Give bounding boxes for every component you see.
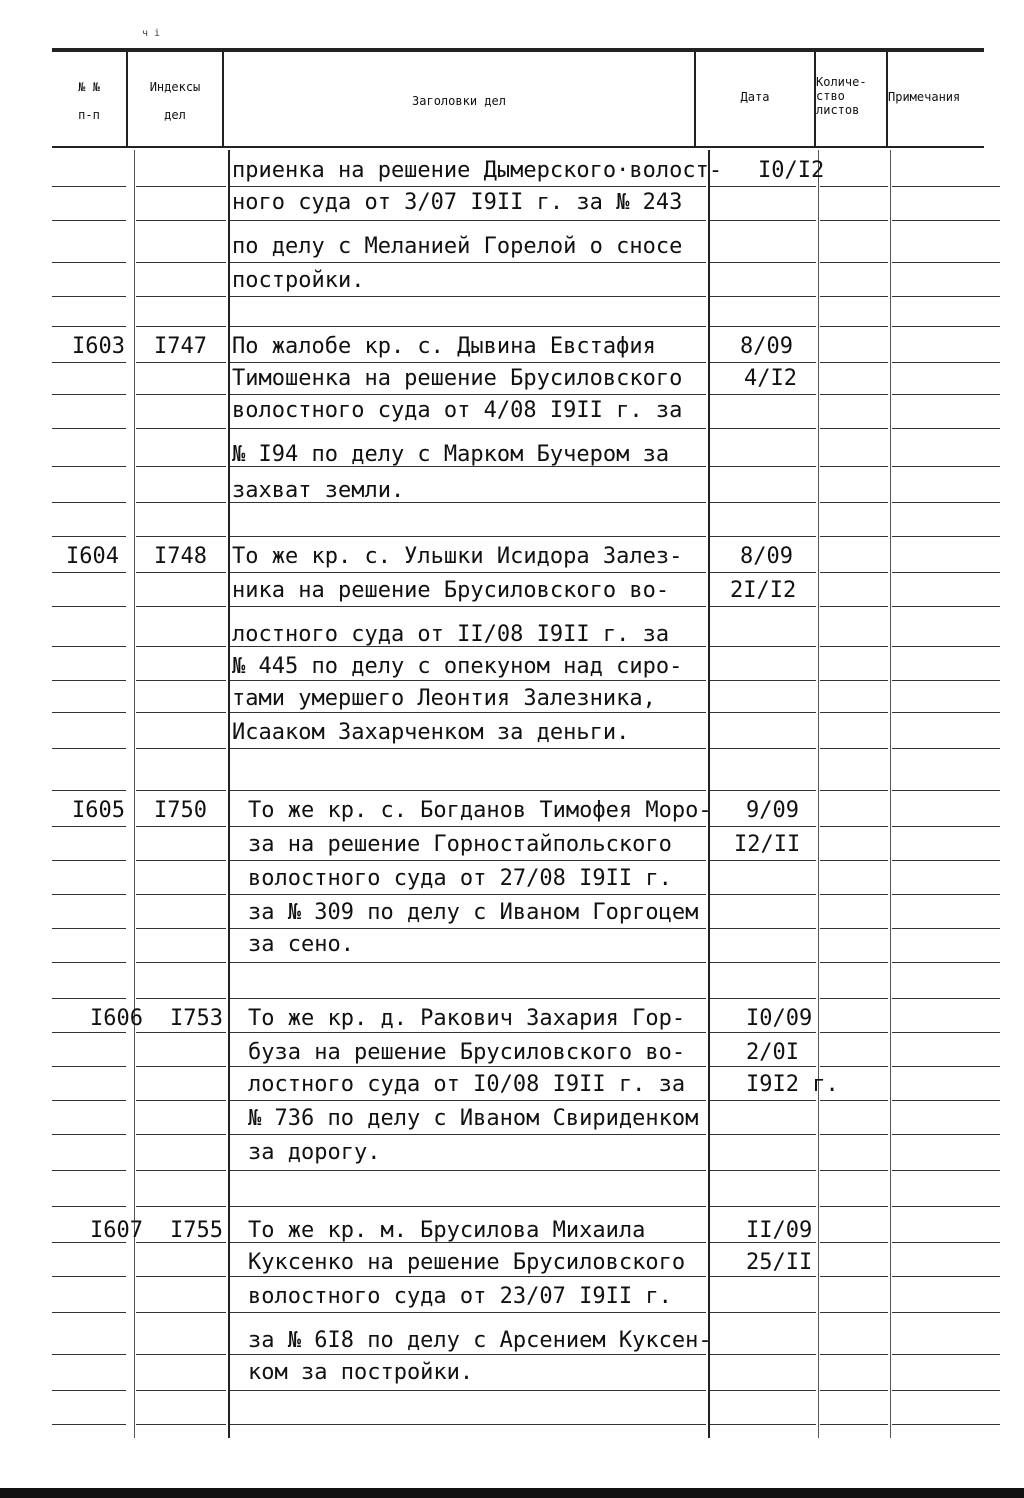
entry-line: постройки. bbox=[232, 268, 365, 293]
ruled-line bbox=[52, 748, 126, 749]
entry-line: Тимошенка на решение Брусиловского bbox=[232, 366, 683, 391]
ruled-line bbox=[52, 790, 126, 791]
page-mark: ч і bbox=[142, 28, 161, 39]
ruled-line bbox=[892, 394, 1000, 395]
ruled-line bbox=[230, 1206, 706, 1207]
entry-line: за № 6I8 по делу с Арсением Куксен- bbox=[248, 1328, 712, 1353]
ruled-line bbox=[820, 502, 888, 503]
ruled-line bbox=[52, 998, 126, 999]
entry-date: II/09 bbox=[746, 1218, 813, 1243]
ruled-line bbox=[52, 646, 126, 647]
header-num-line2: п-п bbox=[78, 108, 100, 122]
ruled-line bbox=[230, 262, 706, 263]
ruled-line bbox=[892, 1134, 1000, 1135]
ruled-line bbox=[136, 1276, 226, 1277]
body-divider-2 bbox=[228, 150, 230, 1438]
ruled-line bbox=[52, 928, 126, 929]
header-count bbox=[816, 75, 886, 117]
ruled-line bbox=[136, 296, 226, 297]
entry-line: То же кр. м. Брусилова Михаила bbox=[248, 1218, 646, 1243]
ruled-line bbox=[52, 536, 126, 537]
ruled-line bbox=[820, 362, 888, 363]
ruled-line bbox=[52, 394, 126, 395]
ruled-line bbox=[820, 1066, 888, 1067]
ruled-line bbox=[52, 296, 126, 297]
entry-line: по делу с Меланией Горелой о сносе bbox=[232, 234, 683, 259]
ruled-line bbox=[710, 928, 816, 929]
ruled-line bbox=[820, 262, 888, 263]
ruled-line bbox=[820, 998, 888, 999]
body-divider-3 bbox=[708, 150, 710, 1438]
header-date: Дата bbox=[740, 90, 770, 104]
ruled-line bbox=[710, 1134, 816, 1135]
ruled-line bbox=[892, 962, 1000, 963]
ruled-line bbox=[710, 1100, 816, 1101]
ruled-line bbox=[52, 428, 126, 429]
entry-line: буза на решение Брусиловского во- bbox=[248, 1040, 686, 1065]
ruled-line bbox=[136, 502, 226, 503]
ruled-line bbox=[52, 606, 126, 607]
ruled-line bbox=[892, 928, 1000, 929]
ruled-line bbox=[820, 428, 888, 429]
ruled-line bbox=[230, 1066, 706, 1067]
ruled-line bbox=[820, 712, 888, 713]
ruled-line bbox=[710, 572, 816, 573]
ruled-line bbox=[230, 712, 706, 713]
ruled-line bbox=[710, 262, 816, 263]
ruled-line bbox=[230, 326, 706, 327]
ruled-line bbox=[230, 826, 706, 827]
ruled-line bbox=[892, 428, 1000, 429]
ruled-line bbox=[52, 262, 126, 263]
ruled-line bbox=[892, 186, 1000, 187]
ruled-line bbox=[710, 646, 816, 647]
header-num bbox=[52, 80, 126, 122]
ruled-line bbox=[52, 362, 126, 363]
entry-line: То же кр. д. Ракович Захария Гор- bbox=[248, 1006, 686, 1031]
ruled-line bbox=[892, 1242, 1000, 1243]
header-count-line3: листов bbox=[816, 103, 860, 117]
entry-index: I750 bbox=[154, 798, 207, 823]
ruled-line bbox=[230, 998, 706, 999]
entry-line: за сено. bbox=[248, 932, 354, 957]
ruled-line bbox=[820, 1276, 888, 1277]
body-divider-1 bbox=[134, 150, 135, 1438]
ruled-line bbox=[820, 646, 888, 647]
ruled-line bbox=[52, 1100, 126, 1101]
entry-line: По жалобе кр. с. Дывина Евстафия bbox=[232, 334, 656, 359]
ruled-line bbox=[710, 394, 816, 395]
ruled-line bbox=[892, 362, 1000, 363]
ruled-line bbox=[710, 1424, 816, 1425]
entry-index: I753 bbox=[170, 1006, 223, 1031]
ruled-line bbox=[52, 502, 126, 503]
ruled-line bbox=[710, 1170, 816, 1171]
ruled-line bbox=[230, 1390, 706, 1391]
ruled-line bbox=[710, 712, 816, 713]
entry-number: I607 bbox=[90, 1218, 143, 1243]
header-count-line2: ство bbox=[816, 89, 845, 103]
entry-line: ника на решение Брусиловского во- bbox=[232, 578, 670, 603]
ruled-line bbox=[710, 502, 816, 503]
ruled-line bbox=[52, 1424, 126, 1425]
entry-line: тами умершего Леонтия Залезника, bbox=[232, 686, 656, 711]
ruled-line bbox=[136, 1100, 226, 1101]
entry-date: I0/09 bbox=[746, 1006, 813, 1031]
ruled-line bbox=[820, 748, 888, 749]
body-divider-5 bbox=[890, 150, 891, 1438]
ruled-line bbox=[892, 1100, 1000, 1101]
ruled-line bbox=[710, 748, 816, 749]
ruled-line bbox=[136, 712, 226, 713]
ruled-line bbox=[136, 394, 226, 395]
entry-date: I9I2 г. bbox=[746, 1072, 839, 1097]
header-num-line1: № № bbox=[78, 80, 100, 94]
ruled-line bbox=[892, 1206, 1000, 1207]
ruled-line bbox=[892, 894, 1000, 895]
ruled-line bbox=[710, 466, 816, 467]
entry-date: I0/I2 bbox=[758, 158, 825, 183]
ruled-line bbox=[892, 748, 1000, 749]
ruled-line bbox=[230, 536, 706, 537]
ruled-line bbox=[892, 1276, 1000, 1277]
ruled-line bbox=[892, 1170, 1000, 1171]
ruled-line bbox=[230, 680, 706, 681]
ruled-line bbox=[892, 466, 1000, 467]
ruled-line bbox=[710, 1276, 816, 1277]
ruled-line bbox=[230, 790, 706, 791]
ruled-line bbox=[136, 680, 226, 681]
ruled-line bbox=[710, 860, 816, 861]
ruled-line bbox=[230, 1276, 706, 1277]
ruled-line bbox=[892, 502, 1000, 503]
ruled-line bbox=[230, 572, 706, 573]
entry-index: I748 bbox=[154, 544, 207, 569]
ruled-line bbox=[820, 826, 888, 827]
entry-index: I747 bbox=[154, 334, 207, 359]
ruled-line bbox=[820, 326, 888, 327]
ruled-line bbox=[230, 428, 706, 429]
ruled-line bbox=[136, 646, 226, 647]
entry-line: волостного суда от 4/08 I9II г. за bbox=[232, 398, 683, 423]
ruled-line bbox=[136, 860, 226, 861]
ruled-line bbox=[820, 790, 888, 791]
ruled-line bbox=[820, 1032, 888, 1033]
ruled-line bbox=[892, 1354, 1000, 1355]
ruled-line bbox=[710, 536, 816, 537]
ruled-line bbox=[820, 1100, 888, 1101]
ruled-line bbox=[52, 894, 126, 895]
ruled-line bbox=[820, 1354, 888, 1355]
ruled-line bbox=[820, 394, 888, 395]
ruled-line bbox=[892, 1032, 1000, 1033]
ruled-line bbox=[136, 1032, 226, 1033]
scan-bottom-edge bbox=[0, 1488, 1024, 1498]
ruled-line bbox=[52, 1276, 126, 1277]
entry-line: приенка на решение Дымерского·волост- bbox=[232, 158, 723, 183]
ruled-line bbox=[136, 262, 226, 263]
ruled-line bbox=[710, 220, 816, 221]
ruled-line bbox=[52, 1206, 126, 1207]
ruled-line bbox=[820, 466, 888, 467]
ruled-line bbox=[52, 572, 126, 573]
entry-date: 9/09 bbox=[746, 798, 799, 823]
entry-line: № 445 по делу с опекуном над сиро- bbox=[232, 654, 683, 679]
ruled-line bbox=[820, 894, 888, 895]
header-index bbox=[128, 80, 222, 122]
entry-line: Исааком Захарченком за деньги. bbox=[232, 720, 630, 745]
ruled-line bbox=[710, 1354, 816, 1355]
ruled-line bbox=[136, 1066, 226, 1067]
entry-line: волостного суда от 27/08 I9II г. bbox=[248, 866, 672, 891]
ruled-line bbox=[710, 1066, 816, 1067]
entry-line: ного суда от 3/07 I9II г. за № 243 bbox=[232, 190, 683, 215]
ruled-line bbox=[710, 790, 816, 791]
ruled-line bbox=[136, 790, 226, 791]
ruled-line bbox=[52, 1134, 126, 1135]
ruled-line bbox=[820, 680, 888, 681]
ruled-line bbox=[136, 1206, 226, 1207]
ruled-line bbox=[820, 1424, 888, 1425]
header-index-line1: Индексы bbox=[149, 80, 201, 94]
ruled-line bbox=[892, 326, 1000, 327]
ruled-line bbox=[710, 362, 816, 363]
header-notes: Примечания bbox=[888, 90, 961, 104]
ruled-line bbox=[710, 1206, 816, 1207]
ruled-line bbox=[892, 712, 1000, 713]
ruled-line bbox=[136, 1134, 226, 1135]
ruled-line bbox=[820, 1134, 888, 1135]
ruled-line bbox=[136, 894, 226, 895]
entry-line: Куксенко на решение Брусиловского bbox=[248, 1250, 686, 1275]
entry-line: за на решение Горностайпольского bbox=[248, 832, 672, 857]
ruled-line bbox=[136, 998, 226, 999]
entry-date: I2/II bbox=[734, 832, 801, 857]
ruled-line bbox=[136, 1390, 226, 1391]
ruled-line bbox=[710, 1390, 816, 1391]
ruled-line bbox=[230, 220, 706, 221]
ruled-line bbox=[710, 296, 816, 297]
ruled-line bbox=[892, 606, 1000, 607]
ruled-line bbox=[52, 1066, 126, 1067]
ruled-line bbox=[710, 1032, 816, 1033]
ruled-line bbox=[820, 572, 888, 573]
ruled-line bbox=[136, 428, 226, 429]
ruled-line bbox=[820, 1206, 888, 1207]
entry-line: То же кр. с. Ульшки Исидора Залез- bbox=[232, 544, 683, 569]
entry-line: захват земли. bbox=[232, 478, 405, 503]
ruled-line bbox=[820, 186, 888, 187]
ruled-line bbox=[230, 962, 706, 963]
ruled-line bbox=[136, 1170, 226, 1171]
entry-line: лостного суда от I0/08 I9II г. за bbox=[248, 1072, 686, 1097]
ruled-line bbox=[892, 680, 1000, 681]
entry-date: 2I/I2 bbox=[730, 578, 797, 603]
ruled-line bbox=[820, 1242, 888, 1243]
ruled-line bbox=[52, 1032, 126, 1033]
ruled-line bbox=[52, 962, 126, 963]
ruled-line bbox=[136, 748, 226, 749]
ruled-line bbox=[820, 1170, 888, 1171]
ruled-line bbox=[52, 186, 126, 187]
ruled-line bbox=[52, 1312, 126, 1313]
ruled-line bbox=[136, 572, 226, 573]
body-divider-4 bbox=[818, 150, 819, 1438]
ruled-line bbox=[136, 326, 226, 327]
header-count-line1: Количе- bbox=[816, 75, 867, 89]
ruled-line bbox=[230, 894, 706, 895]
header-index-line2: дел bbox=[164, 108, 186, 122]
ruled-line bbox=[892, 1390, 1000, 1391]
ruled-line bbox=[230, 362, 706, 363]
ruled-line bbox=[52, 326, 126, 327]
ruled-line bbox=[52, 680, 126, 681]
ruled-line bbox=[820, 928, 888, 929]
ruled-line bbox=[892, 536, 1000, 537]
ruled-line bbox=[52, 1390, 126, 1391]
ruled-line bbox=[820, 962, 888, 963]
ruled-line bbox=[136, 466, 226, 467]
ruled-line bbox=[230, 1354, 706, 1355]
ruled-line bbox=[230, 1134, 706, 1135]
ruled-line bbox=[710, 186, 816, 187]
entry-line: ком за постройки. bbox=[248, 1360, 474, 1385]
ruled-line bbox=[710, 428, 816, 429]
ruled-line bbox=[892, 572, 1000, 573]
entry-number: I603 bbox=[72, 334, 125, 359]
ruled-line bbox=[710, 998, 816, 999]
ruled-line bbox=[820, 296, 888, 297]
ruled-line bbox=[820, 1312, 888, 1313]
ruled-line bbox=[892, 1066, 1000, 1067]
ruled-line bbox=[230, 394, 706, 395]
ruled-line bbox=[892, 296, 1000, 297]
ruled-line bbox=[52, 1354, 126, 1355]
ruled-line bbox=[136, 1312, 226, 1313]
ruled-line bbox=[820, 1390, 888, 1391]
ruled-line bbox=[710, 962, 816, 963]
entry-line: лостного суда от II/08 I9II г. за bbox=[232, 622, 670, 647]
ruled-line bbox=[820, 220, 888, 221]
ruled-line bbox=[230, 606, 706, 607]
ruled-line bbox=[892, 826, 1000, 827]
ruled-line bbox=[136, 1424, 226, 1425]
entry-number: I605 bbox=[72, 798, 125, 823]
entry-number: I606 bbox=[90, 1006, 143, 1031]
ruled-line bbox=[820, 860, 888, 861]
ruled-line bbox=[710, 826, 816, 827]
ruled-line bbox=[892, 1312, 1000, 1313]
ruled-line bbox=[136, 928, 226, 929]
ruled-line bbox=[230, 186, 706, 187]
ruled-line bbox=[230, 748, 706, 749]
ruled-line bbox=[230, 928, 706, 929]
ruled-line bbox=[230, 1032, 706, 1033]
header-title: Заголовки дел bbox=[412, 94, 506, 108]
header-rule bbox=[52, 146, 984, 148]
ruled-line bbox=[892, 646, 1000, 647]
entry-number: I604 bbox=[66, 544, 119, 569]
ruled-line bbox=[892, 220, 1000, 221]
ruled-line bbox=[230, 1100, 706, 1101]
entry-line: за № 309 по делу с Иваном Горгоцем bbox=[248, 900, 699, 925]
ruled-line bbox=[136, 362, 226, 363]
ruled-line bbox=[230, 296, 706, 297]
ruled-line bbox=[710, 606, 816, 607]
entry-date: 8/09 bbox=[740, 334, 793, 359]
ruled-line bbox=[820, 536, 888, 537]
ruled-line bbox=[52, 860, 126, 861]
entry-date: 2/0I bbox=[746, 1040, 799, 1065]
ruled-line bbox=[52, 220, 126, 221]
entry-line: волостного суда от 23/07 I9II г. bbox=[248, 1284, 672, 1309]
ruled-line bbox=[892, 998, 1000, 999]
ruled-line bbox=[892, 790, 1000, 791]
entry-index: I755 bbox=[170, 1218, 223, 1243]
ruled-line bbox=[52, 712, 126, 713]
ruled-line bbox=[136, 186, 226, 187]
ruled-line bbox=[136, 962, 226, 963]
ruled-line bbox=[52, 1170, 126, 1171]
ruled-line bbox=[52, 826, 126, 827]
ruled-line bbox=[136, 826, 226, 827]
ruled-line bbox=[230, 860, 706, 861]
ruled-line bbox=[136, 536, 226, 537]
ruled-line bbox=[710, 326, 816, 327]
entry-line: за дорогу. bbox=[248, 1140, 381, 1165]
top-rule bbox=[52, 48, 984, 52]
ruled-line bbox=[136, 606, 226, 607]
entry-date: 8/09 bbox=[740, 544, 793, 569]
entry-line: То же кр. с. Богданов Тимофея Моро- bbox=[248, 798, 712, 823]
entry-line: № 736 по делу с Иваном Свириденком bbox=[248, 1106, 699, 1131]
ruled-line bbox=[892, 1424, 1000, 1425]
entry-date: 25/II bbox=[746, 1250, 813, 1275]
ruled-line bbox=[136, 1354, 226, 1355]
ruled-line bbox=[136, 220, 226, 221]
ruled-line bbox=[820, 606, 888, 607]
entry-line: № I94 по делу с Марком Бучером за bbox=[232, 442, 670, 467]
ruled-line bbox=[892, 860, 1000, 861]
ruled-line bbox=[892, 262, 1000, 263]
entry-date: 4/I2 bbox=[744, 366, 797, 391]
ruled-line bbox=[230, 1170, 706, 1171]
ruled-line bbox=[710, 680, 816, 681]
ruled-line bbox=[230, 1312, 706, 1313]
ruled-line bbox=[52, 466, 126, 467]
ruled-line bbox=[710, 1312, 816, 1313]
ruled-line bbox=[230, 1424, 706, 1425]
ruled-line bbox=[710, 894, 816, 895]
